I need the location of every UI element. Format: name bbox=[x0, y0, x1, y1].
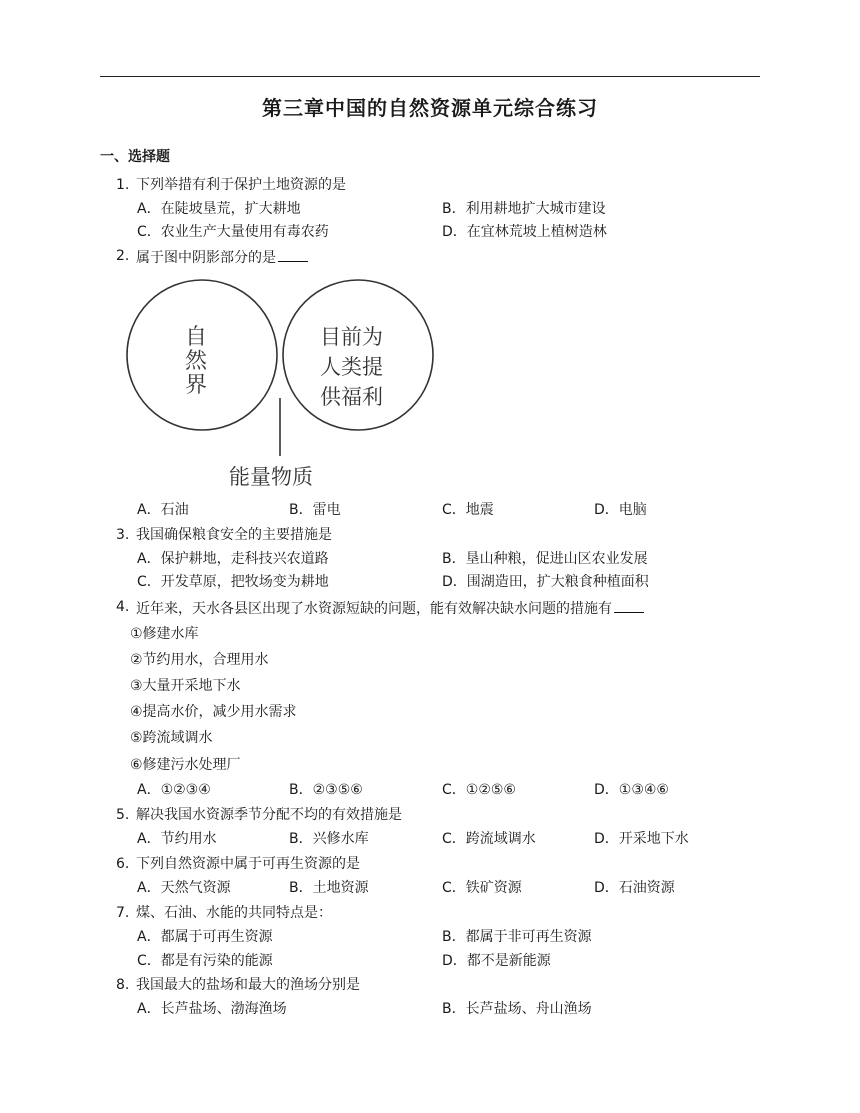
option-a: A．①②③④ bbox=[137, 782, 211, 798]
right-label-line-3: 供福利 bbox=[320, 385, 383, 409]
question-number: 4. bbox=[116, 599, 130, 615]
statement-2: ②节约用水，合理用水 bbox=[130, 652, 269, 668]
question-number: 2. bbox=[116, 248, 130, 264]
statement-3: ③大量开采地下水 bbox=[130, 678, 241, 694]
option-c: C．开发草原，把牧场变为耕地 bbox=[137, 574, 329, 590]
answer-blank bbox=[614, 598, 644, 613]
answer-blank bbox=[278, 247, 308, 262]
option-c: C．都是有污染的能源 bbox=[137, 953, 273, 969]
question-text: 我国最大的盐场和最大的渔场分别是 bbox=[136, 977, 360, 993]
option-a: A．在陡坡垦荒，扩大耕地 bbox=[137, 201, 301, 217]
page-title: 第三章中国的自然资源单元综合练习 bbox=[262, 96, 598, 120]
question-text: 煤、石油、水能的共同特点是： bbox=[136, 905, 332, 921]
statement-1: ①修建水库 bbox=[130, 626, 199, 642]
top-rule bbox=[100, 76, 760, 77]
bottom-label: 能量物质 bbox=[229, 465, 313, 489]
section-heading: 一、选择题 bbox=[100, 149, 170, 165]
right-label-line-2: 人类提 bbox=[320, 355, 383, 379]
option-d: D．①③④⑥ bbox=[594, 782, 669, 798]
left-label-line-2: 然 bbox=[185, 349, 208, 374]
option-b: B．垦山种粮，促进山区农业发展 bbox=[442, 551, 648, 567]
left-label-line-3: 界 bbox=[185, 373, 208, 398]
question-text: 属于图中阴影部分的是 bbox=[136, 250, 276, 266]
question-text: 下列举措有利于保护土地资源的是 bbox=[136, 177, 346, 193]
question-text: 下列自然资源中属于可再生资源的是 bbox=[136, 856, 360, 872]
option-d: D．开采地下水 bbox=[594, 831, 689, 847]
option-b: B．利用耕地扩大城市建设 bbox=[442, 201, 606, 217]
option-d: D．都不是新能源 bbox=[442, 953, 551, 969]
statement-6: ⑥修建污水处理厂 bbox=[130, 757, 241, 773]
question-text: 解决我国水资源季节分配不均的有效措施是 bbox=[136, 807, 402, 823]
option-c: C．铁矿资源 bbox=[442, 880, 522, 896]
statement-4: ④提高水价，减少用水需求 bbox=[130, 704, 297, 720]
option-b: B．②③⑤⑥ bbox=[289, 782, 363, 798]
question-number: 6. bbox=[116, 856, 130, 872]
option-b: B．兴修水库 bbox=[289, 831, 369, 847]
question-text: 我国确保粮食安全的主要措施是 bbox=[136, 527, 332, 543]
option-d: D．石油资源 bbox=[594, 880, 675, 896]
option-b: B．土地资源 bbox=[289, 880, 369, 896]
option-a: A．节约用水 bbox=[137, 831, 217, 847]
option-a: A．天然气资源 bbox=[137, 880, 231, 896]
venn-diagram bbox=[125, 278, 437, 496]
option-d: D．围湖造田，扩大粮食种植面积 bbox=[442, 574, 649, 590]
question-text: 近年来，天水各县区出现了水资源短缺的问题，能有效解决缺水问题的措施有 bbox=[136, 601, 612, 617]
option-c: C．地震 bbox=[442, 502, 494, 518]
option-a: A．都属于可再生资源 bbox=[137, 929, 273, 945]
option-a: A．石油 bbox=[137, 502, 189, 518]
question-number: 1. bbox=[116, 177, 130, 193]
question-number: 5. bbox=[116, 807, 130, 823]
option-b: B．长芦盐场、舟山渔场 bbox=[442, 1001, 592, 1017]
option-a: A．长芦盐场、渤海渔场 bbox=[137, 1001, 287, 1017]
question-number: 8. bbox=[116, 977, 130, 993]
question-number: 3. bbox=[116, 527, 130, 543]
option-b: B．都属于非可再生资源 bbox=[442, 929, 592, 945]
right-label-line-1: 目前为 bbox=[320, 325, 383, 349]
option-c: C．农业生产大量使用有毒农药 bbox=[137, 224, 329, 240]
left-label-line-1: 自 bbox=[185, 325, 208, 350]
question-number: 7. bbox=[116, 905, 130, 921]
statement-5: ⑤跨流域调水 bbox=[130, 730, 213, 746]
option-c: C．跨流域调水 bbox=[442, 831, 536, 847]
option-c: C．①②⑤⑥ bbox=[442, 782, 516, 798]
option-d: D．在宜林荒坡上植树造林 bbox=[442, 224, 607, 240]
option-d: D．电脑 bbox=[594, 502, 647, 518]
option-a: A．保护耕地，走科技兴农道路 bbox=[137, 551, 329, 567]
option-b: B．雷电 bbox=[289, 502, 341, 518]
